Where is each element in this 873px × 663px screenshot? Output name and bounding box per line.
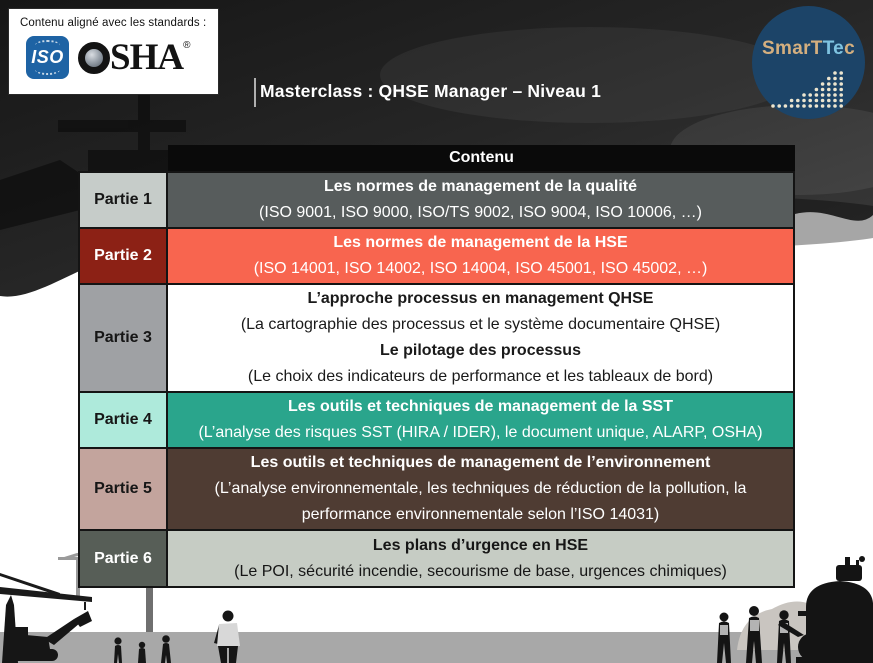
- content-line: (L’analyse des risques SST (HIRA / IDER), le document unique, ALARP, OSHA): [198, 424, 763, 441]
- osha-logo: [78, 38, 190, 78]
- table-header: [168, 145, 795, 171]
- standards-logos: [26, 36, 218, 79]
- content-line: (Le POI, sécurité incendie, secourisme de base, urgences chimiques): [234, 562, 727, 580]
- registered-mark: ®: [183, 39, 191, 51]
- part-label: Partie 3: [78, 285, 168, 393]
- part-label: Partie 1: [78, 171, 168, 229]
- table-header-label: Contenu: [449, 149, 514, 166]
- tank-silhouette: [798, 556, 873, 663]
- part-content: [168, 171, 795, 229]
- part-label: Partie 2: [78, 229, 168, 285]
- part-label: Partie 5: [78, 449, 168, 531]
- content-line: (Le choix des indicateurs de performance et les tableaux de bord): [247, 368, 714, 385]
- brand-part-blue: Te: [822, 38, 845, 59]
- smarttec-logo-text: [762, 38, 855, 60]
- brand-part-tan: SmarT: [762, 38, 823, 59]
- table-row-partie-1: [78, 171, 795, 229]
- part-label: Partie 4: [78, 393, 168, 449]
- part-content: [168, 531, 795, 588]
- content-line: Les plans d’urgence en HSE: [372, 536, 589, 554]
- iso-logo-label: ISO: [31, 47, 64, 67]
- standards-box: [8, 8, 219, 95]
- content-table: [78, 145, 795, 588]
- brand-part-tan2: c: [844, 38, 855, 59]
- content-line: (ISO 14001, ISO 14002, ISO 14004, ISO 45001, ISO 45002, …): [253, 260, 708, 277]
- content-line: (La cartographie des processus et le système documentaire QHSE): [240, 316, 721, 333]
- part-content: [168, 229, 795, 285]
- content-line: (ISO 9001, ISO 9000, ISO/TS 9002, ISO 9004, ISO 10006, …): [259, 204, 702, 221]
- slide-title: Masterclass : QHSE Manager – Niveau 1: [260, 81, 602, 101]
- iso-logo: [26, 36, 69, 79]
- content-line: (L’analyse environnementale, les techniques de réduction de la pollution, la performance environnementale selon l’ISO 14031): [214, 480, 747, 523]
- part-content: [168, 393, 795, 449]
- table-row-partie-5: [78, 449, 795, 531]
- osha-logo-label: SHA: [110, 36, 184, 78]
- dots-chart-icon: [768, 64, 850, 110]
- osha-o-emblem-icon: [78, 42, 110, 74]
- worker-shirt: [217, 623, 240, 646]
- content-line: Les outils et techniques de management de la SST: [288, 398, 673, 415]
- part-label: Partie 6: [78, 531, 168, 588]
- table-row-partie-3: [78, 285, 795, 393]
- content-line: Les normes de management de la qualité: [324, 178, 637, 195]
- content-line: Les outils et techniques de management de l’environnement: [250, 454, 711, 471]
- part-content: [168, 285, 795, 393]
- table-row-partie-6: [78, 531, 795, 588]
- table-row-partie-2: [78, 229, 795, 285]
- table-row-partie-4: [78, 393, 795, 449]
- content-line: Le pilotage des processus: [380, 342, 581, 359]
- standards-caption: Contenu aligné avec les standards :: [20, 17, 207, 29]
- content-line: Les normes de management de la HSE: [333, 234, 628, 251]
- part-content: [168, 449, 795, 531]
- smarttec-logo: [752, 6, 865, 119]
- content-line: L’approche processus en management QHSE: [307, 290, 654, 307]
- title-divider: [254, 78, 256, 107]
